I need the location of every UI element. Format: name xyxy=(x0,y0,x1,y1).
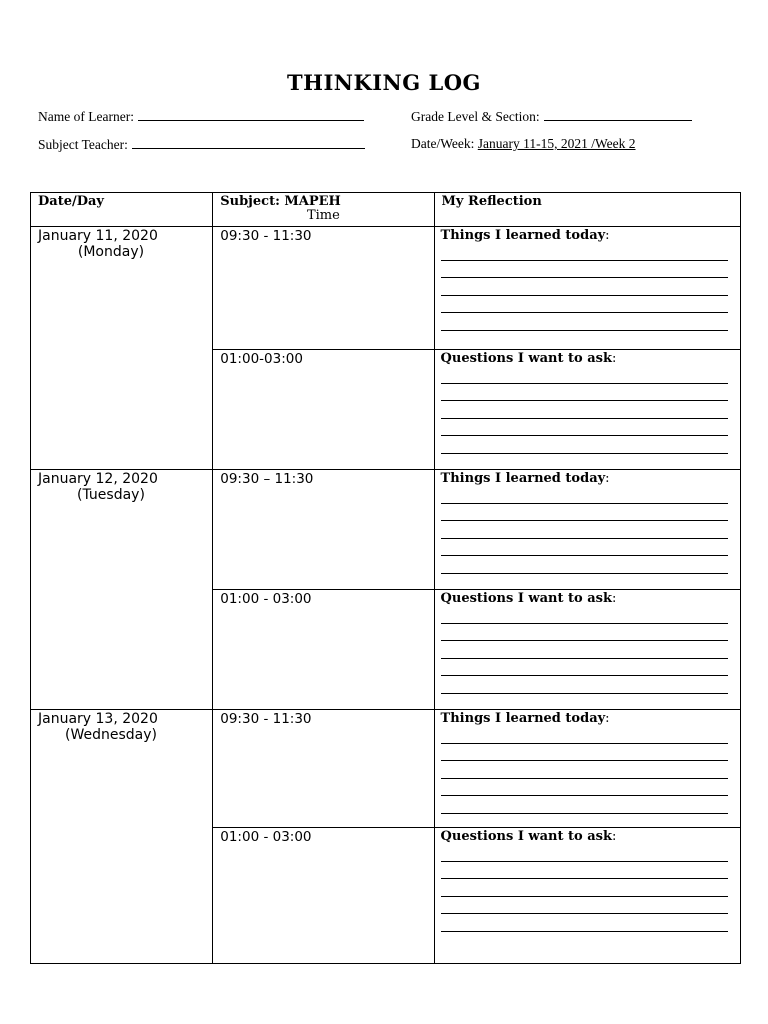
answer-line[interactable] xyxy=(441,624,728,642)
answer-line[interactable] xyxy=(441,261,728,279)
answer-line[interactable] xyxy=(441,897,728,915)
time-cell xyxy=(213,590,434,710)
answer-line[interactable] xyxy=(441,401,728,419)
reflection-cell: Questions I want to ask: xyxy=(434,350,740,470)
weekday-text: (Monday) xyxy=(77,244,145,260)
time-text: 01:00 - 03:00 xyxy=(220,829,312,845)
weekday-text: (Tuesday) xyxy=(77,487,145,503)
answer-line[interactable] xyxy=(441,779,728,797)
time-cell xyxy=(213,227,434,350)
reflection-cell: Things I learned today: xyxy=(434,470,740,590)
learner-field xyxy=(38,108,364,125)
answer-line[interactable] xyxy=(441,761,728,779)
time-text: 09:30 - 11:30 xyxy=(220,711,312,727)
page-title: THINKING LOG xyxy=(287,70,481,95)
learner-label: Name of Learner: xyxy=(38,109,134,124)
answer-line[interactable] xyxy=(441,676,728,694)
date-cell xyxy=(31,470,213,710)
col-date-header: Date/Day xyxy=(31,193,213,227)
dateweek-value: January 11-15, 2021 /Week 2 xyxy=(477,136,636,151)
date-text: January 13, 2020 xyxy=(38,711,158,727)
time-cell xyxy=(213,710,434,828)
reflection-prompt: Questions I want to ask xyxy=(440,591,612,606)
answer-line[interactable] xyxy=(441,384,728,402)
answer-line[interactable] xyxy=(441,366,728,384)
answer-line[interactable] xyxy=(441,556,728,574)
date-text: January 12, 2020 xyxy=(38,471,158,487)
answer-line[interactable] xyxy=(441,659,728,677)
answer-line[interactable] xyxy=(441,486,728,504)
time-cell xyxy=(213,350,434,470)
dateweek-label: Date/Week: xyxy=(411,136,475,151)
thinking-log-table xyxy=(30,192,741,964)
reflection-cell: Things I learned today: xyxy=(434,710,740,828)
time-cell xyxy=(213,828,434,964)
answer-line[interactable] xyxy=(441,419,728,437)
answer-line[interactable] xyxy=(441,726,728,744)
teacher-label: Subject Teacher: xyxy=(38,137,128,152)
teacher-blank[interactable] xyxy=(132,136,365,149)
time-text: 09:30 – 11:30 xyxy=(220,471,314,487)
grade-blank[interactable] xyxy=(544,108,692,121)
table-row xyxy=(31,710,741,828)
answer-line[interactable] xyxy=(441,606,728,624)
answer-line[interactable] xyxy=(441,278,728,296)
answer-line[interactable] xyxy=(441,539,728,557)
col-subject-header xyxy=(213,193,434,227)
reflection-prompt: Questions I want to ask xyxy=(440,351,612,366)
table-row xyxy=(31,227,741,350)
reflection-cell: Things I learned today: xyxy=(434,227,740,350)
reflection-cell: Questions I want to ask: xyxy=(434,590,740,710)
answer-line[interactable] xyxy=(441,879,728,897)
subject-label: Subject: MAPEH xyxy=(220,194,341,209)
answer-line[interactable] xyxy=(441,862,728,880)
col-reflection-header: My Reflection xyxy=(434,193,740,227)
answer-line[interactable] xyxy=(441,641,728,659)
reflection-prompt: Questions I want to ask xyxy=(440,829,612,844)
reflection-prompt: Things I learned today xyxy=(440,228,606,243)
grade-label: Grade Level & Section: xyxy=(411,109,540,124)
time-text: 01:00-03:00 xyxy=(220,351,303,367)
answer-line[interactable] xyxy=(441,796,728,814)
learner-blank[interactable] xyxy=(138,108,364,121)
answer-line[interactable] xyxy=(441,744,728,762)
answer-line[interactable] xyxy=(441,914,728,932)
reflection-cell: Questions I want to ask: xyxy=(434,828,740,964)
answer-line[interactable] xyxy=(441,296,728,314)
answer-line[interactable] xyxy=(441,521,728,539)
date-cell xyxy=(31,710,213,964)
dateweek-field xyxy=(411,136,636,152)
grade-field xyxy=(411,108,692,125)
answer-line[interactable] xyxy=(441,243,728,261)
answer-line[interactable] xyxy=(441,504,728,522)
time-cell xyxy=(213,470,434,590)
log-body xyxy=(31,227,741,964)
time-text: 09:30 - 11:30 xyxy=(220,228,312,244)
reflection-prompt: Things I learned today xyxy=(440,471,606,486)
answer-line[interactable] xyxy=(441,436,728,454)
table-row xyxy=(31,470,741,590)
answer-line[interactable] xyxy=(441,844,728,862)
weekday-text: (Wednesday) xyxy=(65,727,157,743)
answer-line[interactable] xyxy=(441,313,728,331)
reflection-prompt: Things I learned today xyxy=(440,711,606,726)
date-text: January 11, 2020 xyxy=(38,228,158,244)
time-text: 01:00 - 03:00 xyxy=(220,591,312,607)
teacher-field xyxy=(38,136,365,153)
table-header-row xyxy=(31,193,741,227)
time-sublabel: Time xyxy=(306,208,340,223)
date-cell xyxy=(31,227,213,470)
